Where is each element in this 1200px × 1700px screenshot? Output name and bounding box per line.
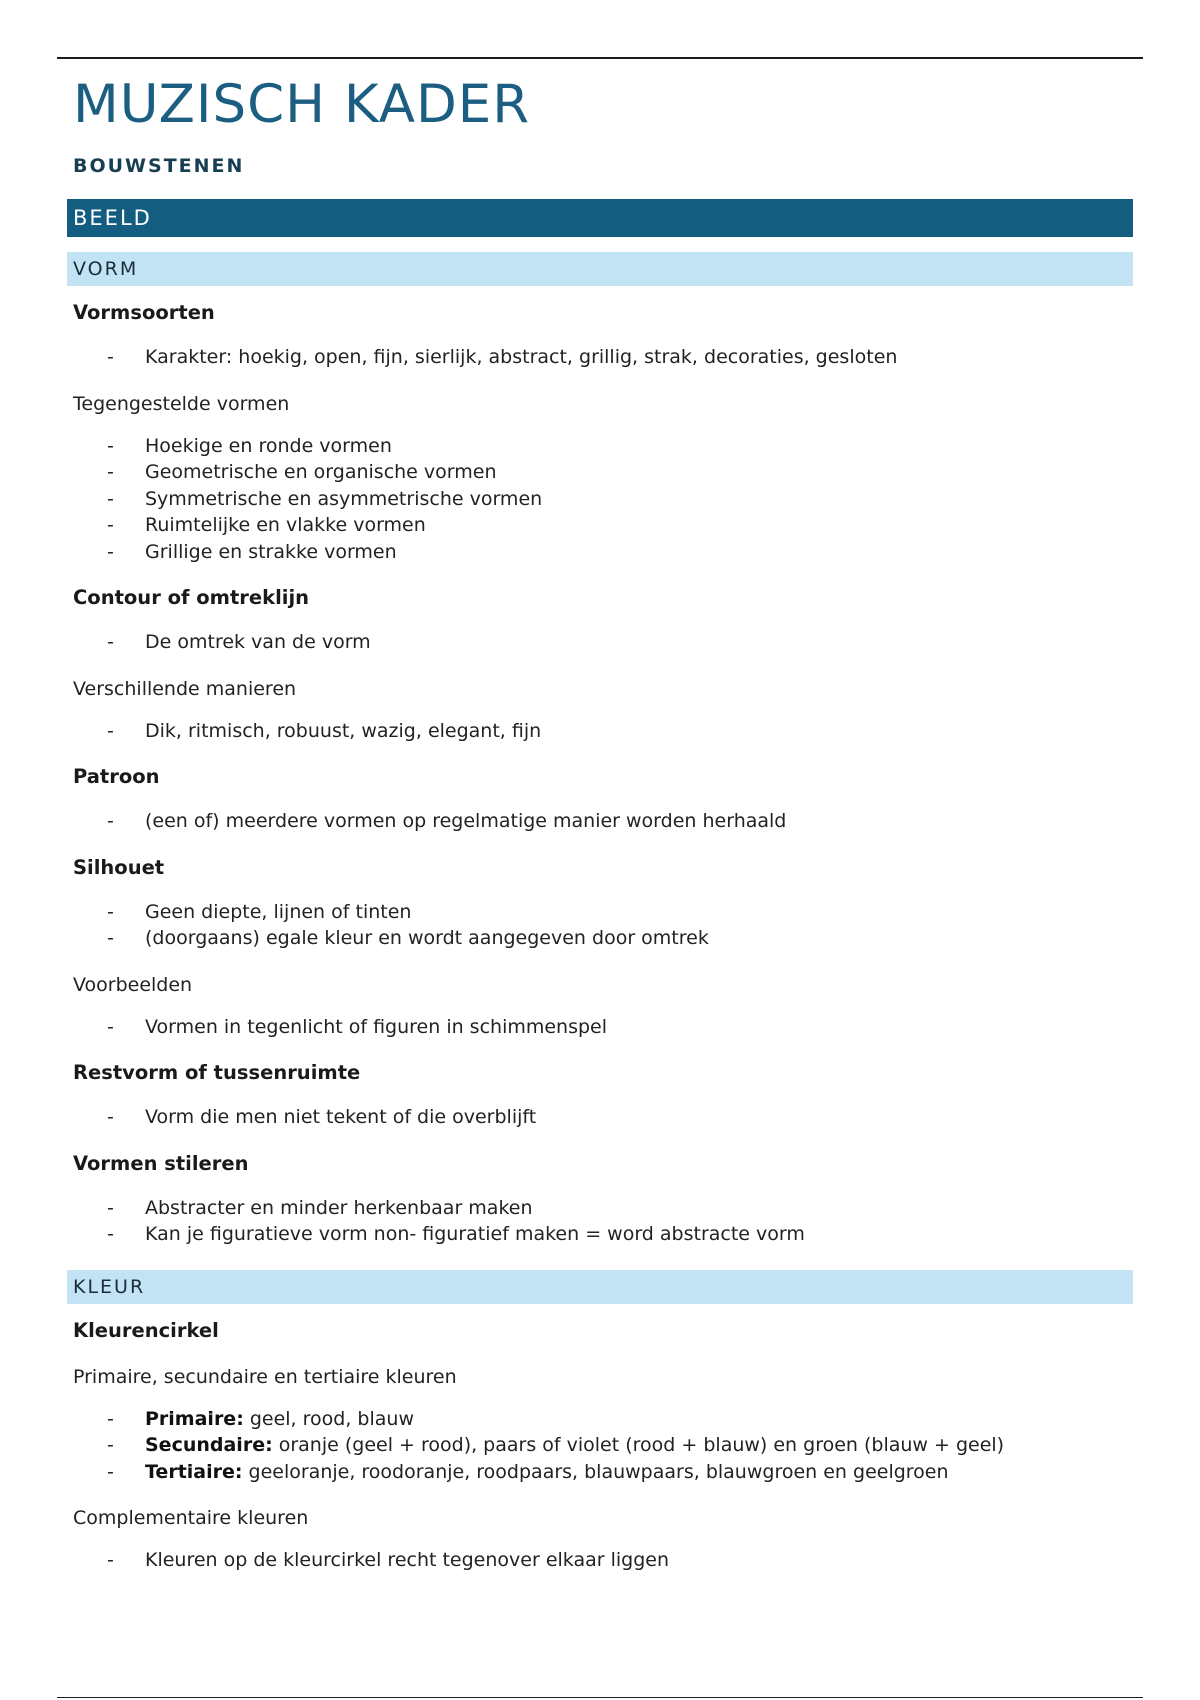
dash-bullet: - — [107, 1460, 114, 1483]
section-heading: Kleurencirkel — [73, 1318, 219, 1342]
list-item — [73, 1459, 1133, 1486]
dash-list — [73, 344, 1133, 371]
dash-list — [73, 1014, 1133, 1041]
paragraph: Verschillende manieren — [73, 677, 297, 700]
list-item — [73, 1195, 1133, 1222]
subsection-header-kleur: KLEUR — [67, 1270, 1133, 1304]
dash-bullet: - — [107, 540, 114, 563]
list-item-text: Ruimtelijke en vlakke vormen — [145, 514, 426, 536]
list-item — [73, 1221, 1133, 1248]
dash-bullet: - — [107, 434, 114, 457]
list-item — [73, 925, 1133, 952]
dash-list — [73, 1195, 1133, 1248]
list-item-text: (doorgaans) egale kleur en wordt aangegeven door omtrek — [145, 927, 709, 949]
dash-bullet: - — [107, 1434, 114, 1456]
paragraph: Primaire, secundaire en tertiaire kleuren — [73, 1365, 457, 1388]
vorm-content — [67, 300, 1133, 1248]
page-title: MUZISCH KADER — [73, 74, 531, 135]
list-item-label: Tertiaire: — [145, 1460, 243, 1483]
section-heading: Silhouet — [73, 855, 165, 879]
list-item — [73, 629, 1133, 656]
dash-bullet: - — [107, 900, 114, 923]
list-item — [73, 459, 1133, 486]
dash-bullet: - — [107, 1407, 114, 1430]
dash-bullet: - — [107, 927, 114, 949]
paragraph: Tegengestelde vormen — [73, 392, 290, 415]
section-heading: Vormsoorten — [73, 301, 215, 324]
list-item-text: Vorm die men niet tekent of die overblijft — [145, 1106, 537, 1128]
list-item-text: Karakter: hoekig, open, fijn, sierlijk, abstract, grillig, strak, decoraties, gesloten — [145, 346, 898, 368]
dash-bullet: - — [107, 1549, 114, 1571]
list-item — [73, 1547, 1133, 1574]
section-heading: Restvorm of tussenruimte — [73, 1061, 361, 1084]
dash-bullet: - — [107, 719, 114, 742]
list-item — [73, 718, 1133, 745]
dash-bullet: - — [107, 514, 114, 536]
list-item — [73, 344, 1133, 371]
list-item-text: oranje (geel + rood), paars of violet (rood + blauw) en groen (blauw + geel) — [272, 1434, 1005, 1456]
list-item — [73, 1406, 1133, 1433]
list-item-text: Symmetrische en asymmetrische vormen — [145, 487, 543, 510]
list-item-label: Secundaire: — [145, 1434, 273, 1456]
dash-list — [73, 629, 1133, 656]
dash-bullet: - — [107, 461, 114, 483]
list-item — [73, 1014, 1133, 1041]
dash-bullet: - — [107, 1196, 114, 1219]
list-item — [73, 1432, 1133, 1459]
dash-list — [73, 1406, 1133, 1486]
page-subtitle: BOUWSTENEN — [73, 155, 245, 177]
dash-list — [73, 433, 1133, 566]
dash-bullet: - — [107, 1106, 114, 1128]
document-body — [67, 70, 1133, 1574]
dash-list — [73, 899, 1133, 952]
section-header-beeld: BEELD — [67, 199, 1133, 237]
list-item — [73, 808, 1133, 835]
dash-bullet: - — [107, 346, 114, 368]
dash-bullet: - — [107, 1015, 114, 1038]
list-item-text: Geen diepte, lijnen of tinten — [145, 900, 412, 923]
dash-list — [73, 718, 1133, 745]
section-heading: Contour of omtreklijn — [73, 586, 310, 609]
paragraph: Complementaire kleuren — [73, 1507, 309, 1529]
list-item-text: Kleuren op de kleurcirkel recht tegenover elkaar liggen — [145, 1549, 670, 1571]
section-heading: Vormen stileren — [73, 1151, 249, 1175]
top-rule — [57, 57, 1143, 59]
list-item-text: geeloranje, roodoranje, roodpaars, blauwpaars, blauwgroen en geelgroen — [242, 1460, 949, 1483]
list-item — [73, 433, 1133, 460]
section-heading: Patroon — [73, 765, 160, 788]
list-item-text: De omtrek van de vorm — [145, 631, 371, 653]
list-item-text: geel, rood, blauw — [243, 1407, 414, 1430]
list-item-text: Kan je figuratieve vorm non- figuratief maken = word abstracte vorm — [145, 1223, 805, 1245]
list-item-label: Primaire: — [145, 1407, 244, 1430]
list-item-text: Abstracter en minder herkenbaar maken — [145, 1196, 533, 1219]
list-item — [73, 539, 1133, 566]
dash-list — [73, 1104, 1133, 1131]
list-item — [73, 899, 1133, 926]
dash-bullet: - — [107, 631, 114, 653]
list-item-text: (een of) meerdere vormen op regelmatige manier worden herhaald — [145, 810, 787, 832]
list-item — [73, 486, 1133, 513]
dash-bullet: - — [107, 487, 114, 510]
list-item — [73, 512, 1133, 539]
kleur-content — [67, 1318, 1133, 1574]
list-item-text: Geometrische en organische vormen — [145, 461, 497, 483]
dash-list — [73, 1547, 1133, 1574]
dash-list — [73, 808, 1133, 835]
list-item-text: Dik, ritmisch, robuust, wazig, elegant, fijn — [145, 719, 542, 742]
list-item-text: Hoekige en ronde vormen — [145, 434, 392, 457]
dash-bullet: - — [107, 810, 114, 832]
list-item-text: Grillige en strakke vormen — [145, 540, 397, 563]
bottom-rule — [57, 1697, 1143, 1698]
paragraph: Voorbeelden — [73, 973, 193, 996]
list-item — [73, 1104, 1133, 1131]
list-item-text: Vormen in tegenlicht of figuren in schimmenspel — [145, 1015, 608, 1038]
dash-bullet: - — [107, 1223, 114, 1245]
subsection-header-vorm: VORM — [67, 252, 1133, 286]
